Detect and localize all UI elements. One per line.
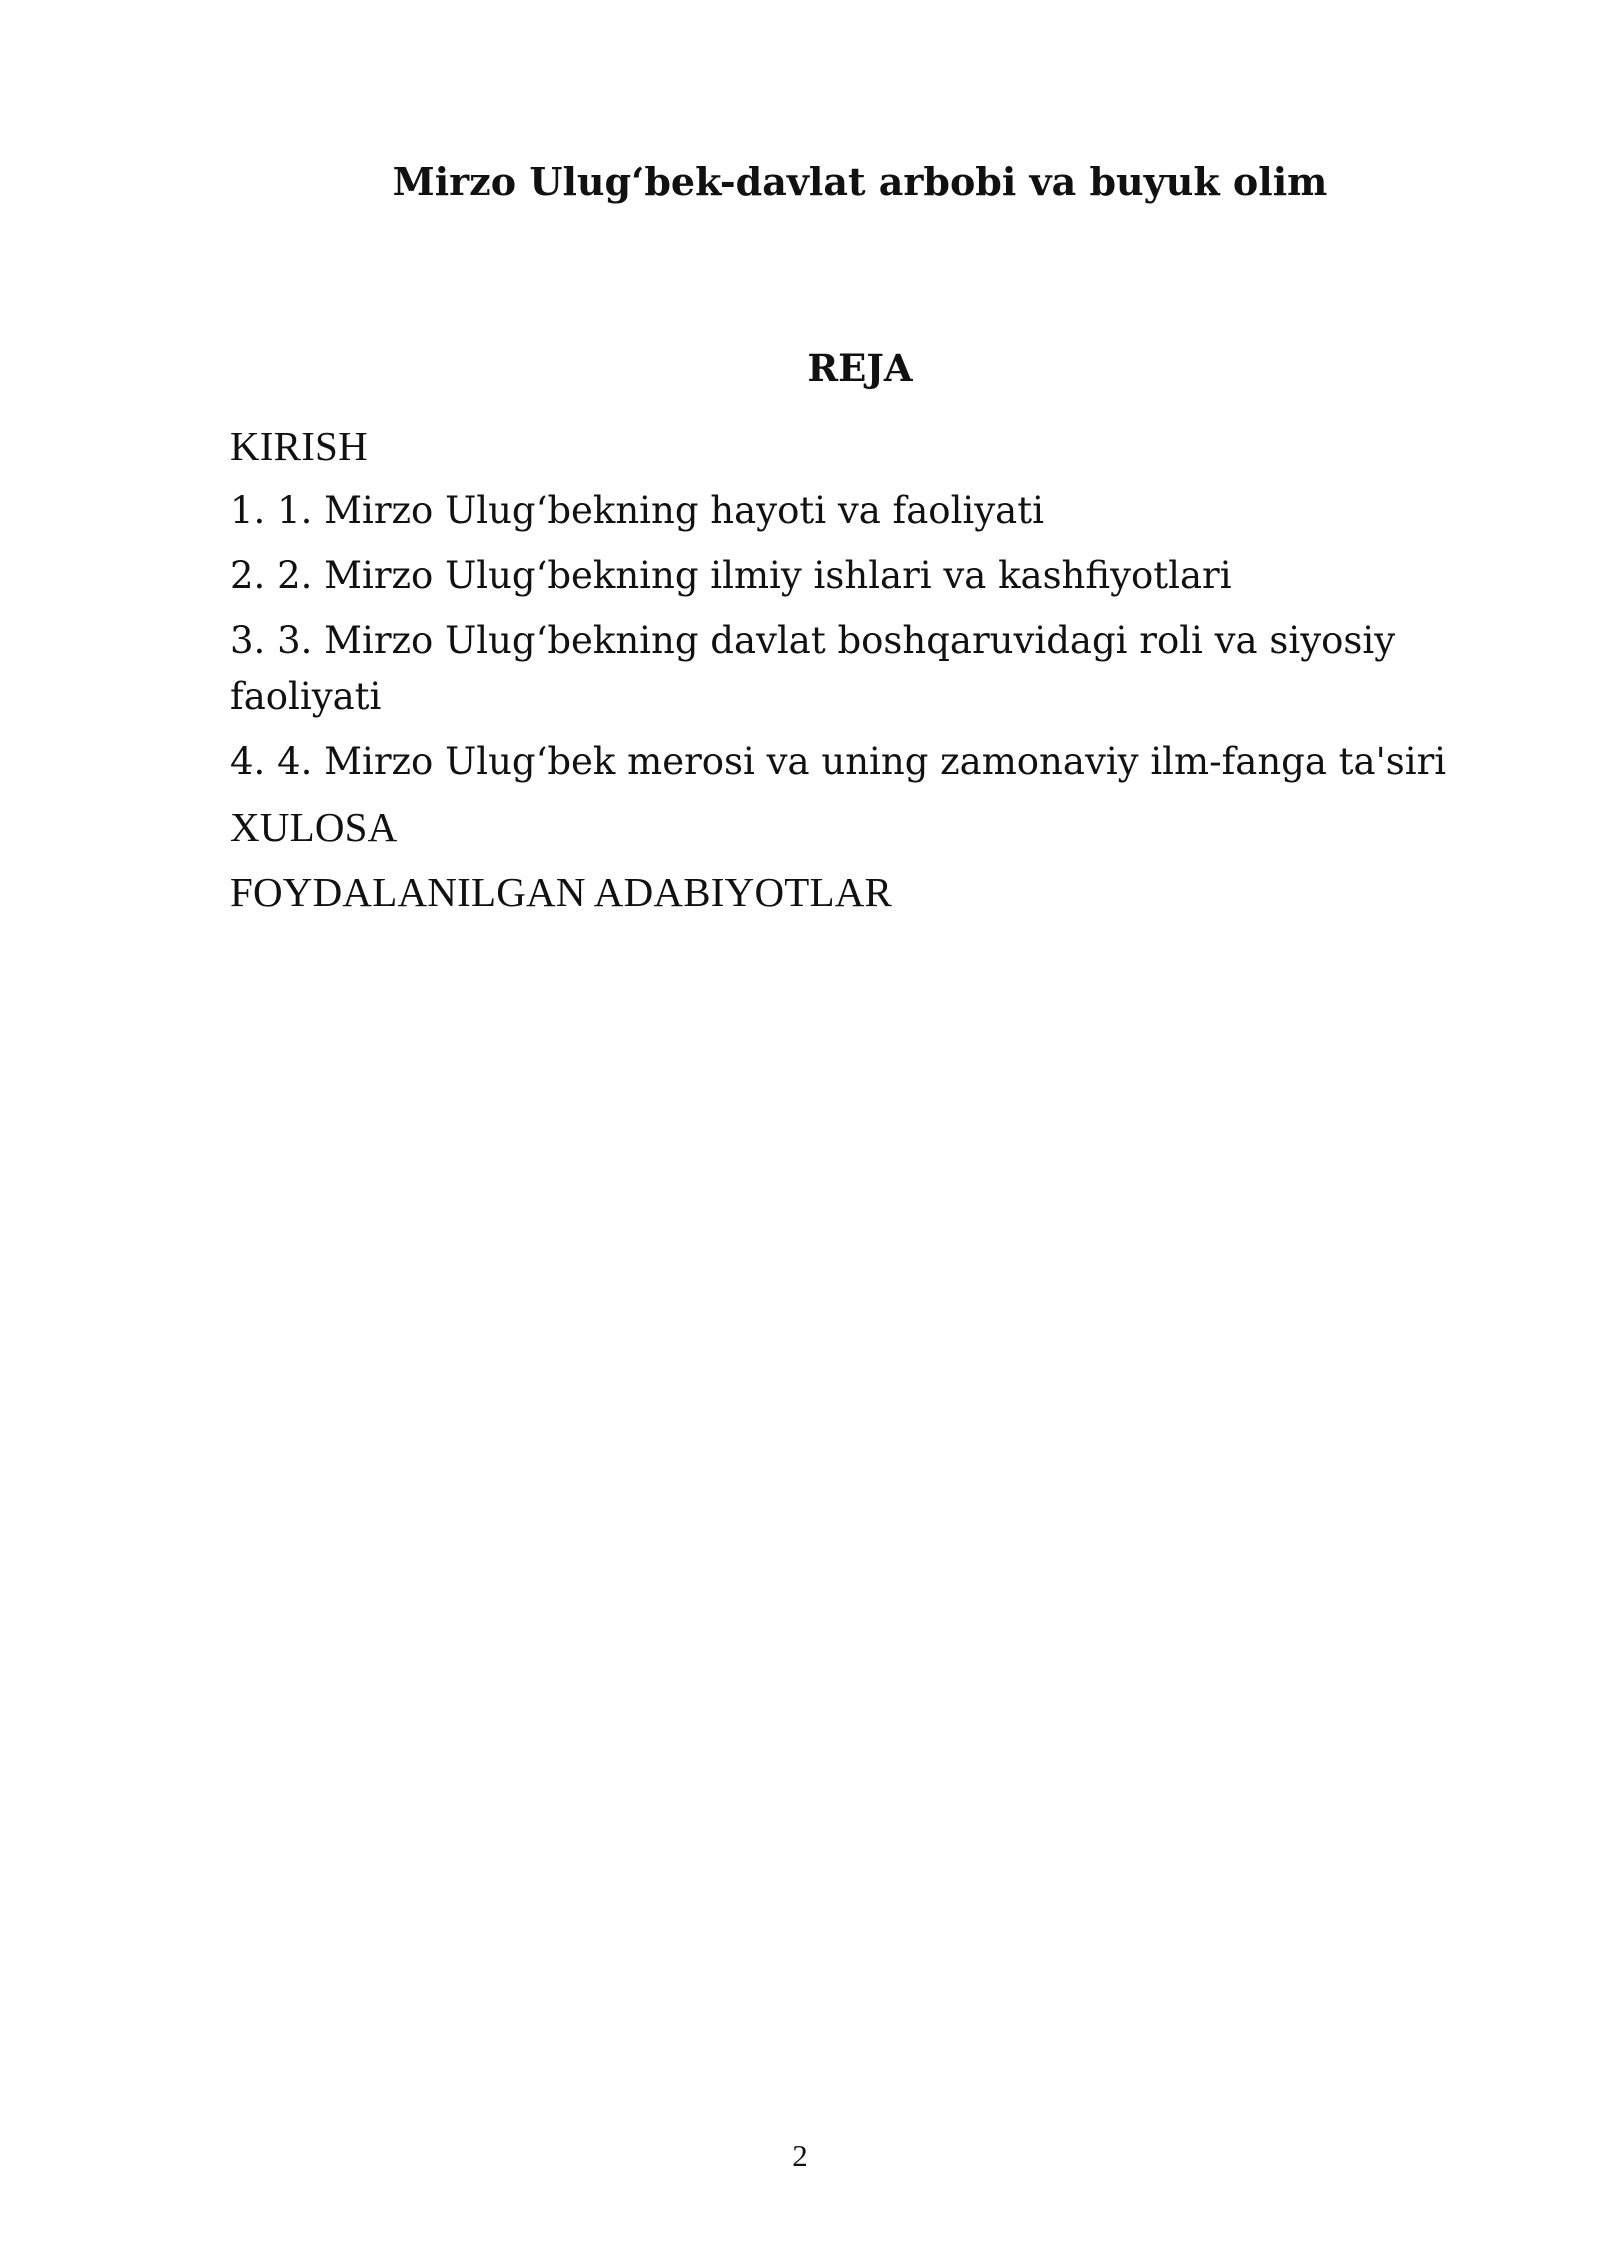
plan-item-2: 2. 2. Mirzo Ulug‘bekning ilmiy ishlari va kashfiyotlari bbox=[230, 554, 1232, 597]
plan-item-3: 3. 3. Mirzo Ulug‘bekning davlat boshqaruvidagi roli va siyosiy faoliyati bbox=[230, 619, 1396, 718]
page-number: 2 bbox=[792, 2138, 808, 2173]
plan-item-4: 4. 4. Mirzo Ulug‘bek merosi va uning zamonaviy ilm-fanga ta'siri bbox=[230, 740, 1447, 783]
plan-item-conclusion: XULOSA bbox=[230, 804, 398, 850]
plan-item-intro: KIRISH bbox=[230, 423, 368, 469]
document-title: Mirzo Ulug‘bek-davlat arbobi va buyuk olim bbox=[392, 159, 1328, 204]
plan-heading: REJA bbox=[807, 346, 913, 390]
plan-list bbox=[230, 418, 1530, 929]
plan-item-1: 1. 1. Mirzo Ulug‘bekning hayoti va faoliyati bbox=[230, 489, 1044, 532]
plan-item-references: FOYDALANILGAN ADABIYOTLAR bbox=[230, 869, 893, 915]
